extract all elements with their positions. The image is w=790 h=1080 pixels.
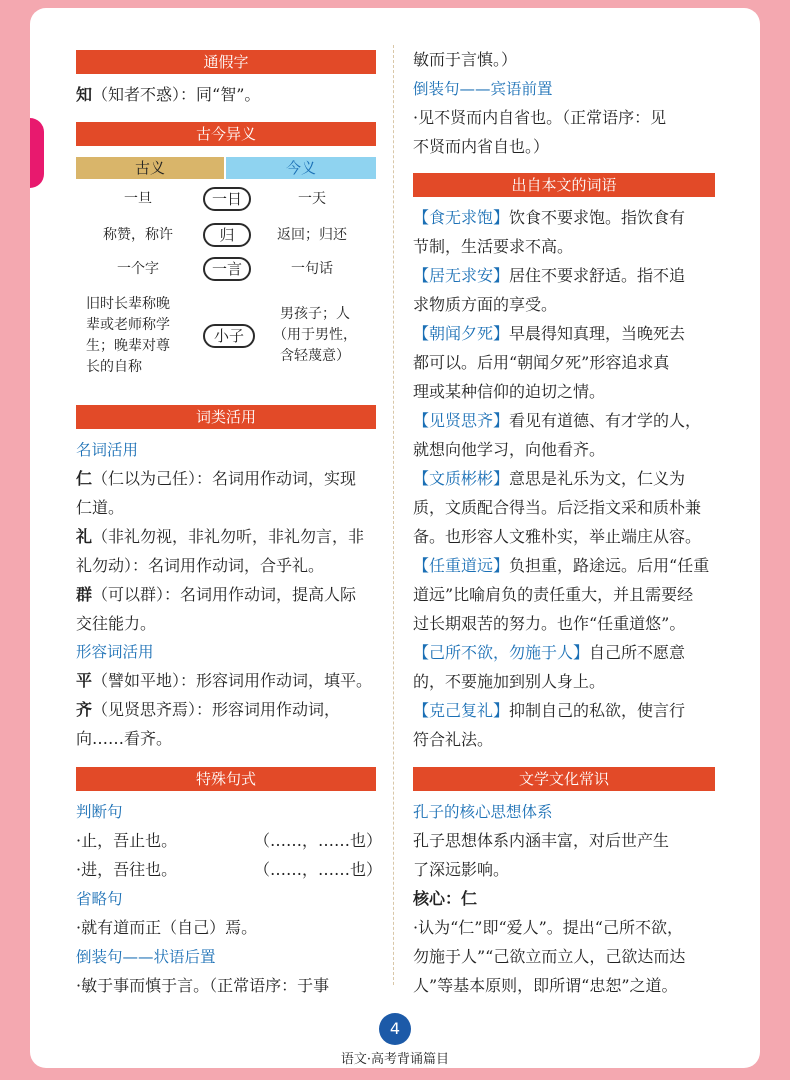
chuzi-line-head: 【见贤思齐】 <box>413 411 510 430</box>
cilei-noun-line <box>76 555 324 577</box>
cilei-noun-line-head: 仁 <box>76 469 93 488</box>
cilei-adj-line-text: 向……看齐。 <box>76 729 173 748</box>
gujin-old-line: 长的自称 <box>86 359 142 375</box>
tongjia-entry: 知（知者不惑）：同“智”。 <box>76 85 261 104</box>
chuzi-line-text: 求物质方面的享受。 <box>413 295 558 314</box>
gujin-word: 一言 <box>203 257 251 281</box>
cilei-noun-line <box>76 613 156 635</box>
chuzi-line <box>413 352 669 374</box>
chuzi-line-head: 【己所不欲，勿施于人】 <box>413 643 590 662</box>
chuzi-line-text: 就想向他学习，向他看齐。 <box>413 440 606 459</box>
gujin-word: 一日 <box>203 187 251 211</box>
gujin-new-line: 含轻蔑意） <box>280 348 350 364</box>
gujin-col-old: 古义 <box>76 157 224 179</box>
teshu-judge-note: （……，……也） <box>254 860 383 879</box>
chuzi-line-text: 饮食不要求饱。指饮食有 <box>509 208 686 227</box>
cilei-adj-line-text: （譬如平地）：形容词用作动词，填平。 <box>92 671 373 690</box>
cilei-noun-line-text: 交往能力。 <box>76 614 157 633</box>
page-number: 4 <box>379 1013 411 1045</box>
wenxue-intro: 孔子思想体系内涵丰富，对后世产生 <box>413 831 670 850</box>
cilei-noun-line-head: 群 <box>76 585 93 604</box>
chuzi-line-text: 质，文质配合得当。后泛指文采和质朴兼 <box>413 498 702 517</box>
chuzi-line <box>413 526 701 548</box>
section-wenxue-title: 文学文化常识 <box>413 767 715 791</box>
column-divider <box>393 45 394 985</box>
teshu-sub-adverb: 倒装句——状语后置 <box>76 948 216 966</box>
chuzi-line-text: 的，不要施加到别人身上。 <box>413 672 606 691</box>
chuzi-line-text: 都可以。后用“朝闻夕死”形容追求真 <box>413 353 670 372</box>
gujin-new: 一天 <box>298 191 326 207</box>
wenxue-core-line: 勿施于人”“己欲立而立人，己欲达而达 <box>413 947 686 966</box>
chuzi-line <box>413 468 685 490</box>
section-teshu-title: 特殊句式 <box>76 767 376 791</box>
chuzi-line-text: 备。也形容人文雅朴实，举止端庄从容。 <box>413 527 702 546</box>
cilei-noun-line <box>76 584 356 606</box>
chuzi-line <box>413 410 701 432</box>
chuzi-line <box>413 642 685 664</box>
teshu-omit-text: ·就有道而正（自己）焉。 <box>76 918 258 937</box>
section-cilei-title: 词类活用 <box>76 405 376 429</box>
gujin-new-line: 男孩子；人 <box>280 306 350 322</box>
chuzi-line <box>413 584 693 606</box>
cilei-adj-line <box>76 728 172 750</box>
cilei-noun-line-text: （可以群）：名词用作动词，提高人际 <box>92 585 357 604</box>
chuzi-line-text: 过长期艰苦的努力。也作“任重道悠”。 <box>413 614 686 633</box>
gujin-old: 称赞，称许 <box>103 227 173 243</box>
chuzi-line <box>413 613 685 635</box>
gujin-new: 一句话 <box>291 261 333 277</box>
chuzi-line-text: 理或某种信仰的迫切之情。 <box>413 382 606 401</box>
chuzi-line <box>413 265 685 287</box>
gujin-old-line: 辈或老师称学 <box>86 317 170 333</box>
cilei-noun-line-text: （非礼勿视，非礼勿听，非礼勿言，非 <box>92 527 365 546</box>
chuzi-line <box>413 323 685 345</box>
object-front-line: 不贤而内省自也。） <box>413 137 550 156</box>
side-tab-marker <box>30 118 44 188</box>
gujin-new-line: （用于男性， <box>273 327 357 343</box>
object-front-line: ·见不贤而内自省也。（正常语序：见 <box>413 108 667 127</box>
section-gujin-title: 古今异义 <box>76 122 376 146</box>
cilei-noun-line <box>76 468 356 490</box>
cilei-sub-adj: 形容词活用 <box>76 643 154 661</box>
chuzi-line-text: 道远”比喻肩负的责任重大，并且需要经 <box>413 585 694 604</box>
cilei-noun-line-text: （仁以为己任）：名词用作动词，实现 <box>92 469 357 488</box>
cilei-adj-line <box>76 699 340 721</box>
chuzi-line-text: 负担重，路途远。后用“任重 <box>509 556 710 575</box>
teshu-sub-omit: 省略句 <box>76 890 123 908</box>
chuzi-line-text: 自己所不愿意 <box>589 643 686 662</box>
teshu-judge-text: ·止，吾止也。 <box>76 831 178 850</box>
teshu-judge-note: （……，……也） <box>254 831 383 850</box>
cilei-noun-line-head: 礼 <box>76 527 93 546</box>
gujin-old: 一个字 <box>117 261 159 277</box>
teshu-sub-judge: 判断句 <box>76 803 123 821</box>
section-tongjia-title: 通假字 <box>76 50 376 74</box>
section-chuzi-title: 出自本文的词语 <box>413 173 715 197</box>
chuzi-line <box>413 236 573 258</box>
cilei-adj-line <box>76 670 372 692</box>
chuzi-line <box>413 207 685 229</box>
cilei-noun-line-text: 仁道。 <box>76 498 125 517</box>
wenxue-sub: 孔子的核心思想体系 <box>413 803 553 821</box>
chuzi-line-text: 看见有道德、有才学的人， <box>509 411 702 430</box>
gujin-old-line: 生；晚辈对尊 <box>86 338 170 354</box>
gujin-old: 一旦 <box>124 191 152 207</box>
chuzi-line <box>413 729 493 751</box>
chuzi-line-text: 抑制自己的私欲，使言行 <box>509 701 686 720</box>
wenxue-intro: 了深远影响。 <box>413 860 510 879</box>
chuzi-line-head: 【文质彬彬】 <box>413 469 510 488</box>
cilei-adj-line-text: （见贤思齐焉）：形容词用作动词， <box>92 700 341 719</box>
chuzi-line-text: 符合礼法。 <box>413 730 494 749</box>
cilei-sub-noun: 名词活用 <box>76 441 139 459</box>
chuzi-line <box>413 294 557 316</box>
chuzi-line-text: 早晨得知真理，当晚死去 <box>509 324 686 343</box>
chuzi-line-head: 【克己复礼】 <box>413 701 510 720</box>
chuzi-line-head: 【朝闻夕死】 <box>413 324 510 343</box>
chuzi-line <box>413 555 709 577</box>
gujin-new: 返回；归还 <box>277 227 347 243</box>
wenxue-core: 核心：仁 <box>413 889 478 908</box>
chuzi-line-head: 【食无求饱】 <box>413 208 510 227</box>
cilei-adj-line-head: 平 <box>76 671 93 690</box>
gujin-word: 归 <box>203 223 251 247</box>
chuzi-line-head: 【居无求安】 <box>413 266 510 285</box>
chuzi-line-text: 节制，生活要求不高。 <box>413 237 574 256</box>
wenxue-core-line: ·认为“仁”即“爱人”。提出“己所不欲， <box>413 918 683 937</box>
chuzi-line-text: 意思是礼乐为文，仁义为 <box>509 469 686 488</box>
right-continuation: 敏而于言慎。） <box>413 50 518 69</box>
chuzi-line <box>413 700 685 722</box>
chuzi-line-head: 【任重道远】 <box>413 556 510 575</box>
chuzi-line-text: 居住不要求舒适。指不追 <box>509 266 686 285</box>
chuzi-line <box>413 671 605 693</box>
chuzi-line <box>413 497 701 519</box>
gujin-old-line: 旧时长辈称晚 <box>86 296 170 312</box>
chuzi-line <box>413 381 605 403</box>
gujin-word: 小子 <box>203 324 255 348</box>
cilei-adj-line-head: 齐 <box>76 700 93 719</box>
chuzi-line <box>413 439 605 461</box>
wenxue-core-line: 人”等基本原则，即所谓“忠恕”之道。 <box>413 976 678 995</box>
cilei-noun-line-text: 礼勿动）：名词用作动词，合乎礼。 <box>76 556 325 575</box>
teshu-adverb-text: ·敏于事而慎于言。（正常语序：于事 <box>76 976 330 995</box>
footer-title: 语文·高考背诵篇目 <box>340 1052 450 1067</box>
cilei-noun-line <box>76 526 364 548</box>
cilei-noun-line <box>76 497 124 519</box>
gujin-col-new: 今义 <box>226 157 376 179</box>
sub-object-front: 倒装句——宾语前置 <box>413 80 553 98</box>
teshu-judge-text: ·进，吾往也。 <box>76 860 178 879</box>
